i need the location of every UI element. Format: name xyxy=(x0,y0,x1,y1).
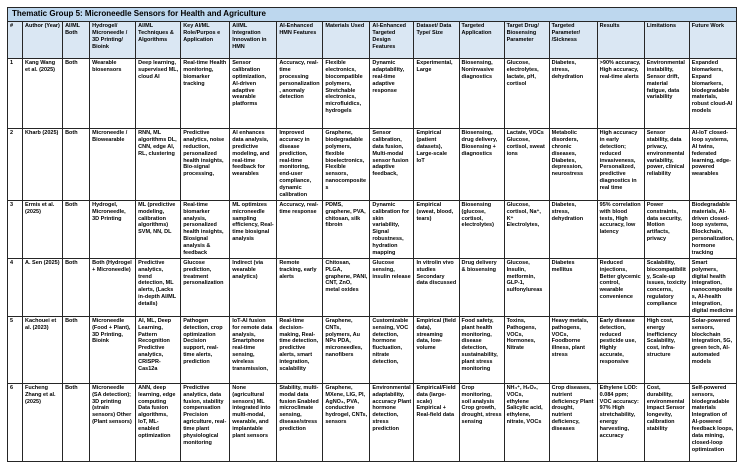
table-cell: Dynamic adaptability, real-time adaptive response xyxy=(370,59,414,129)
table-row-4 xyxy=(8,258,737,316)
table-cell: Ethylene LOD: 0.084 ppm; VOC accuracy: 97% High stretchability, energy harvesting, accuracy xyxy=(597,383,644,461)
column-header-role: Key AI/ML Role/Purpos e Application xyxy=(181,22,230,59)
table-cell: Real-time biomarker analysis, personalized health insights, Biosignal analysis & feedback xyxy=(181,200,230,258)
table-cell: AI, ML, Deep Learning, Pattern Recognition Predictive analytics, CRISPR-Cas12a xyxy=(136,316,181,383)
table-cell: >90% accuracy, High accuracy, real-time alerts xyxy=(597,59,644,129)
table-cell: Both (Hydrogel + Microneedle) xyxy=(90,258,136,316)
table-cell: None (agricultural sensors) ML integrated into multi-modal, wearable, and implantable plant sensors xyxy=(230,383,277,461)
column-header-target-drug: Target Drug/ Biosensing Parameter xyxy=(504,22,549,59)
table-cell: 5 xyxy=(8,316,23,383)
table-cell: Chitosan, PLGA, graphene, PANI, CNT, ZnO, metal oxides xyxy=(323,258,370,316)
table-cell: Both xyxy=(63,316,90,383)
table-cell: Ermis et al. (2025) xyxy=(23,200,63,258)
table-cell: Real-time decision-making, Real-time detection, predictive alerts, smart integration, scalability xyxy=(277,316,323,383)
table-cell: Predictive analytics, data fusion, stability compensation Precision agriculture, real-time plant physiological monitoring xyxy=(181,383,230,461)
column-header-aiml-both: AI/ML Both xyxy=(63,22,90,59)
table-cell: 3 xyxy=(8,200,23,258)
table-cell: Environmental adaptability, accuracy Plant hormone detection, stress prediction xyxy=(370,383,414,461)
table-cell: Food safety, plant health monitoring, disease detection, sustainability, plant stress monitoring xyxy=(459,316,504,383)
column-header-techniques: AI/ML Techniques & Algorithms xyxy=(136,22,181,59)
table-cell: Sensor calibration optimization, AI-driven adaptive wearable platforms xyxy=(230,59,277,129)
column-header-future-work: Future Work xyxy=(689,22,736,59)
table-cell: Scalability, biocompatibilit y, Scale-up issues, toxicity concerns, regulatory compliance xyxy=(644,258,689,316)
table-cell: Glucose, electrolytes, lactate, pH, cortisol xyxy=(504,59,549,129)
table-cell: Both xyxy=(63,200,90,258)
table-cell: Self-powered sensors, biodegradable materials Integration of AI-powered feedback loops, data mining, closed-loop optimization xyxy=(689,383,736,461)
table-cell: Lactate, VOCs Glucose, cortisol, sweat ions xyxy=(504,129,549,201)
table-row-5 xyxy=(8,316,737,383)
table-row-6 xyxy=(8,383,737,461)
table-cell: Microneedle (SA detection); 3D printing (strain sensors) Other (Plant sensors) xyxy=(90,383,136,461)
table-cell: 2 xyxy=(8,129,23,201)
table-row-1 xyxy=(8,59,737,129)
table-title: Thematic Group 5: Microneedle Sensors for Health and Agriculture xyxy=(8,8,737,22)
table-cell: Microneedle (Food + Plant), 3D Printing, Bioink xyxy=(90,316,136,383)
table-cell: Sensor calibration, data fusion, Multi-modal sensor fusion adaptive feedback, xyxy=(370,129,414,201)
table-cell: Early disease detection, reduced pesticide use, Highly accurate, responsive xyxy=(597,316,644,383)
table-cell: Pathogen detection, crop optimization Decision support, real-time alerts, prediction xyxy=(181,316,230,383)
table-cell: 95% correlation with blood tests, High accuracy, low latency xyxy=(597,200,644,258)
table-cell: Diabetes, stress, dehydration xyxy=(549,200,597,258)
table-cell: ANN, deep learning, edge computing Data fusion algorithms, IoT, ML-enabled optimization xyxy=(136,383,181,461)
table-cell: Experimental, Large xyxy=(414,59,459,129)
table-cell: Deep learning, supervised ML, cloud AI xyxy=(136,59,181,129)
table-cell: Biosensing, Noninvasive diagnostics xyxy=(459,59,504,129)
table-cell: Both xyxy=(63,258,90,316)
table-cell: Power constraints, data security, Motion artifacts, privacy xyxy=(644,200,689,258)
table-cell: Both xyxy=(63,383,90,461)
table-cell: Toxins, Pathogens, VOCs, Hormones, Nitrate xyxy=(504,316,549,383)
table-cell: Hydrogel, Microneedle, 3D Printing xyxy=(90,200,136,258)
table-cell: ML (predictive modeling, calibration algorithms) SVM, NN, DL xyxy=(136,200,181,258)
table-cell: 4 xyxy=(8,258,23,316)
table-cell: Glucose, Insulin, metformin, GLP-1, sulfonylureas xyxy=(504,258,549,316)
table-cell: NH₄⁺, H₂O₂, VOCs, ethylene Salicylic acid, ethylene, nitrate, VOCs xyxy=(504,383,549,461)
table-cell: Improved accuracy in disease prediction, real-time monitoring, end-user compliance, dynamic calibration xyxy=(277,129,323,201)
table-cell: Glucose sensing, insulin release xyxy=(370,258,414,316)
column-header-number: # xyxy=(8,22,23,59)
column-header-hydrogel: Hydrogel/ Microneedle / 3D Printing/ Bioink xyxy=(90,22,136,59)
table-cell: Empirical (patient datasets), Large-scale IoT xyxy=(414,129,459,201)
table-cell: IoT-AI fusion for remote data analysis, Smartphone real-time sensing, wireless transmission, xyxy=(230,316,277,383)
table-cell: RNN, ML algorithms DL, CNN, edge AI, RL, clustering xyxy=(136,129,181,201)
table-cell: Diabetes, stress, dehydration xyxy=(549,59,597,129)
table-cell: Accuracy, real-time response xyxy=(277,200,323,258)
table-cell: Empirical/Field data (large-scale) Empirical + Real-field data xyxy=(414,383,459,461)
column-header-integration: AI/ML Integration Innovation in HMN xyxy=(230,22,277,59)
table-cell: Reduced injections, Better glycemic control, wearable convenience xyxy=(597,258,644,316)
table-cell: Crop diseases, nutrient deficiency Plant drought, nutrient deficiency, diseases xyxy=(549,383,597,461)
column-header-results: Results xyxy=(597,22,644,59)
table-cell: Graphene, biodegradable polymers, flexible bioelectronics, Flexible sensors, nanocomposites xyxy=(323,129,370,201)
column-header-materials: Materials Used xyxy=(323,22,370,59)
table-cell: PDMS, graphene, PVA, chitosan, silk fibroin xyxy=(323,200,370,258)
table-cell: Customizable sensing, VOC detection, hormone fluctuation, nitrate detection, xyxy=(370,316,414,383)
table-cell: Both xyxy=(63,129,90,201)
column-header-author: Author (Year) xyxy=(23,22,63,59)
column-header-parameter: Targeted Parameter/ /Sickness xyxy=(549,22,597,59)
table-cell: Flexible electronics, biocompatible polymers, Stretchable electronics, microfluidics, hydrogels xyxy=(323,59,370,129)
table-cell: Kachouei et al. (2023) xyxy=(23,316,63,383)
table-cell: Empirical (field data), streaming data, low-volume xyxy=(414,316,459,383)
table-cell: Biosensing, drug delivery, Biosensing + diagnostics xyxy=(459,129,504,201)
table-cell: AI enhances data analysis, predictive modeling, and real-time feedback for wearables xyxy=(230,129,277,201)
table-cell: Smart polymers, digital health integration, nanocomposite s, AI-health integration, digital medicine xyxy=(689,258,736,316)
table-cell: Kang Wang et al. (2025) xyxy=(23,59,63,129)
table-cell: Crop monitoring, soil analysis Crop growth, drought, stress sensing xyxy=(459,383,504,461)
column-header-dataset: Dataset/ Data Type/ Size xyxy=(414,22,459,59)
table-cell: In vitro/in vivo studies Secondary data discussed xyxy=(414,258,459,316)
table-cell: Kharb (2025) xyxy=(23,129,63,201)
table-cell: Remote tracking, early alerts xyxy=(277,258,323,316)
table-cell: Predictive analytics, trend detection, ML alerts, (Lacks in-depth AI/ML details) xyxy=(136,258,181,316)
table-cell: Fucheng Zhang et al. (2025) xyxy=(23,383,63,461)
table-cell: 1 xyxy=(8,59,23,129)
table-cell: Diabetes mellitus xyxy=(549,258,597,316)
table-cell: Heavy metals, pathogens, VOCs, Foodborne illness, plant stress xyxy=(549,316,597,383)
table-row-3 xyxy=(8,200,737,258)
table-cell: Sensor stability, data privacy, environmental variability, power, clinical reliability xyxy=(644,129,689,201)
column-header-design-features: AI-Enhanced Targeted Design Features xyxy=(370,22,414,59)
table-cell: Biodegradable materials, AI-driven closed-loop systems, Blockchain, personalization, hormone tracking xyxy=(689,200,736,258)
table-cell: Drug delivery & biosensing xyxy=(459,258,504,316)
table-cell: Microneedle / Biowearable xyxy=(90,129,136,201)
table-cell: Stability, multi-modal data fusion Enabled microclimate sensing, disease/stress prediction xyxy=(277,383,323,461)
table-cell: Real-time Health monitoring, biomarker tracking xyxy=(181,59,230,129)
table-cell: Graphene, CNTs, polymers, Au NPs PDA, microneedles, nanofibers xyxy=(323,316,370,383)
table-cell: Cost, durability, environmental impact Sensor longevity, calibration stability xyxy=(644,383,689,461)
table-row-2 xyxy=(8,129,737,201)
column-header-limitations: Limitations xyxy=(644,22,689,59)
table-cell: 6 xyxy=(8,383,23,461)
table-cell: Predictive analytics, noise reduction, personalized health insights, Bio-signal processing, xyxy=(181,129,230,201)
table-cell: Solar-powered sensors, blockchain integration, 5G, green tech, AI-automated models xyxy=(689,316,736,383)
table-cell: ML optimizes microneedle sampling efficiency, Real-time biosignal analysis xyxy=(230,200,277,258)
table-cell: Glucose, cortisol, Na⁺, K⁺ Electrolytes, xyxy=(504,200,549,258)
table-cell: Wearable biosensors xyxy=(90,59,136,129)
table-cell: Dynamic calibration for skin variability, Signal robustness, hydration mapping xyxy=(370,200,414,258)
thematic-group-5-table xyxy=(7,7,737,462)
table-cell: A. Sen (2025) xyxy=(23,258,63,316)
table-cell: Empirical (sweat, blood, tears) xyxy=(414,200,459,258)
table-cell: High accuracy in early detection; reduced invasiveness, Personalized, predictive diagnostics in real time xyxy=(597,129,644,201)
table-cell: Biosensing (glucose, cortisol, electrolytes) xyxy=(459,200,504,258)
table-cell: Both xyxy=(63,59,90,129)
table-header-row xyxy=(8,22,737,59)
table-cell: Environmental instability, Sensor drift, material fatigue, data variability xyxy=(644,59,689,129)
table-cell: Indirect (via wearable analytics) xyxy=(230,258,277,316)
table-cell: High cost, energy inefficiency Scalability, cost, infra-structure xyxy=(644,316,689,383)
table-cell: AI-IoT closed-loop systems, AI twins, federated learning, edge-powered wearables xyxy=(689,129,736,201)
table-cell: Expanded biomarkers, Expand biomarkers, biodegradable materials, robust cloud-AI models xyxy=(689,59,736,129)
table-cell: Graphene, MXene, LIG, PI, AgNO₃, PVA, conductive hydrogel, CNTs, sensors xyxy=(323,383,370,461)
table-cell: Metabolic disorders, chronic diseases, Diabetes, depression, neurostress xyxy=(549,129,597,201)
column-header-application: Targeted Application xyxy=(459,22,504,59)
table-cell: Accuracy, real-time processing personalization , anomaly detection xyxy=(277,59,323,129)
table-cell: Glucose prediction, treatment personalization xyxy=(181,258,230,316)
table-title-row xyxy=(8,8,737,22)
column-header-hmn-features: AI-Enhanced HMN Features xyxy=(277,22,323,59)
